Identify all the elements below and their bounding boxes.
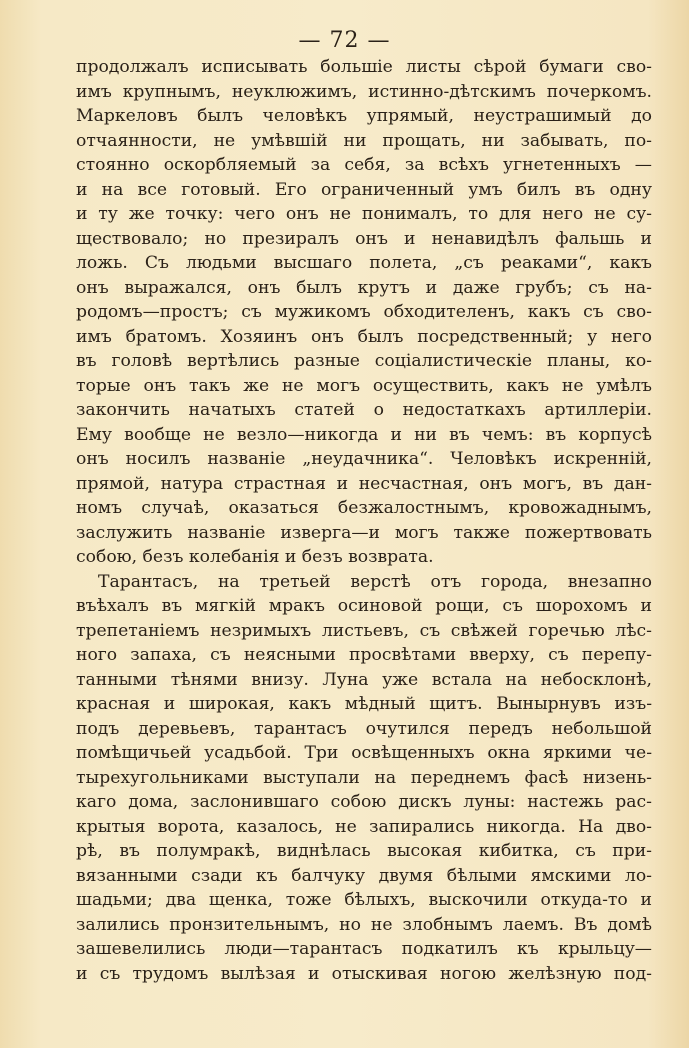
text-line: Ему вообще не везло—никогда и ни въ чемъ: въ корпусѣ	[76, 424, 652, 445]
text-line: помѣщичьей усадьбой. Три освѣщенныхъ окна яркими че-	[76, 743, 652, 763]
text-line: крытыя ворота, казалось, не запирались никогда. На дво-	[76, 816, 652, 837]
text-line: танными тѣнями внизу. Луна уже встала на небосклонѣ,	[76, 669, 652, 690]
text-line: шадьми; два щенка, тоже бѣлыхъ, выскочили откуда-то и	[76, 890, 652, 910]
text-line: имъ братомъ. Хозяинъ онъ былъ посредственный; у него	[76, 326, 652, 347]
text-line: ложь. Съ людьми высшаго полета, „съ реаками“, какъ	[76, 253, 652, 273]
text-line: родомъ—простъ; съ мужикомъ обходителенъ, какъ съ сво-	[76, 302, 652, 322]
text-line: и съ трудомъ вылѣзая и отыскивая ногою желѣзную под-	[76, 963, 652, 984]
text-line: заслужить названіе изверга—и могъ также пожертвовать	[76, 522, 652, 543]
text-line: торые онъ такъ же не могъ осуществить, какъ не умѣлъ	[76, 375, 652, 396]
page-number: — 72 —	[298, 28, 391, 53]
text-line: онъ выражался, онъ былъ крутъ и даже грубъ; съ на-	[76, 277, 652, 298]
text-line: прямой, натура страстная и несчастная, онъ могъ, въ дан-	[76, 473, 652, 494]
text-line: залились пронзительнымъ, но не злобнымъ лаемъ. Въ домѣ	[76, 914, 652, 935]
text-line: въѣхалъ въ мягкій мракъ осиновой рощи, съ шорохомъ и	[76, 596, 652, 616]
text-line: зашевелились люди—тарантасъ подкатилъ къ крыльцу—	[76, 939, 652, 959]
text-line: онъ носилъ названіе „неудачника“. Человѣкъ искренній,	[76, 449, 652, 469]
text-line: имъ крупнымъ, неуклюжимъ, истинно-дѣтскимъ почеркомъ.	[76, 81, 652, 102]
text-line: трепетаніемъ незримыхъ листьевъ, съ свѣжей горечью лѣс-	[76, 620, 652, 641]
text-line: каго дома, заслонившаго собою дискъ луны: настежь рас-	[76, 792, 652, 812]
text-line: красная и широкая, какъ мѣдный щитъ. Вынырнувъ изъ-	[76, 694, 652, 714]
text-line: собою, безъ колебанія и безъ возврата.	[76, 547, 434, 567]
text-line: стоянно оскорбляемый за себя, за всѣхъ угнетенныхъ —	[76, 155, 652, 175]
text-line: закончить начатыхъ статей о недостаткахъ артиллеріи.	[76, 400, 652, 420]
text-line: въ головѣ вертѣлись разные соціалистическіе планы, ко-	[76, 351, 652, 371]
text-line: Маркеловъ былъ человѣкъ упрямый, неустрашимый до	[76, 106, 652, 126]
text-line: подъ деревьевъ, тарантасъ очутился передъ небольшой	[76, 718, 652, 739]
text-line: номъ случаѣ, оказаться безжалостнымъ, кровожаднымъ,	[76, 498, 652, 518]
text-line: вязанными сзади къ балчуку двумя бѣлыми ямскими ло-	[76, 865, 652, 886]
text-line: отчаянности, не умѣвшій ни прощать, ни забывать, по-	[76, 130, 652, 151]
text-line: Тарантасъ, на третьей верстѣ отъ города, внезапно	[98, 571, 652, 592]
text-line: рѣ, въ полумракѣ, виднѣлась высокая кибитка, съ при-	[76, 841, 652, 861]
text-line: ного запаха, съ неясными просвѣтами вверху, съ перепу-	[76, 645, 652, 665]
text-line: ществовало; но презиралъ онъ и ненавидѣлъ фальшь и	[76, 228, 652, 249]
text-line: и на все готовый. Его ограниченный умъ билъ въ одну	[76, 179, 652, 200]
body-text	[76, 55, 652, 986]
text-line: продолжалъ исписывать большіе листы сѣрой бумаги сво-	[76, 57, 652, 77]
text-line: и ту же точку: чего онъ не понималъ, то для него не су-	[76, 204, 652, 224]
text-line: тырехугольниками выступали на переднемъ фасѣ низень-	[76, 767, 652, 788]
